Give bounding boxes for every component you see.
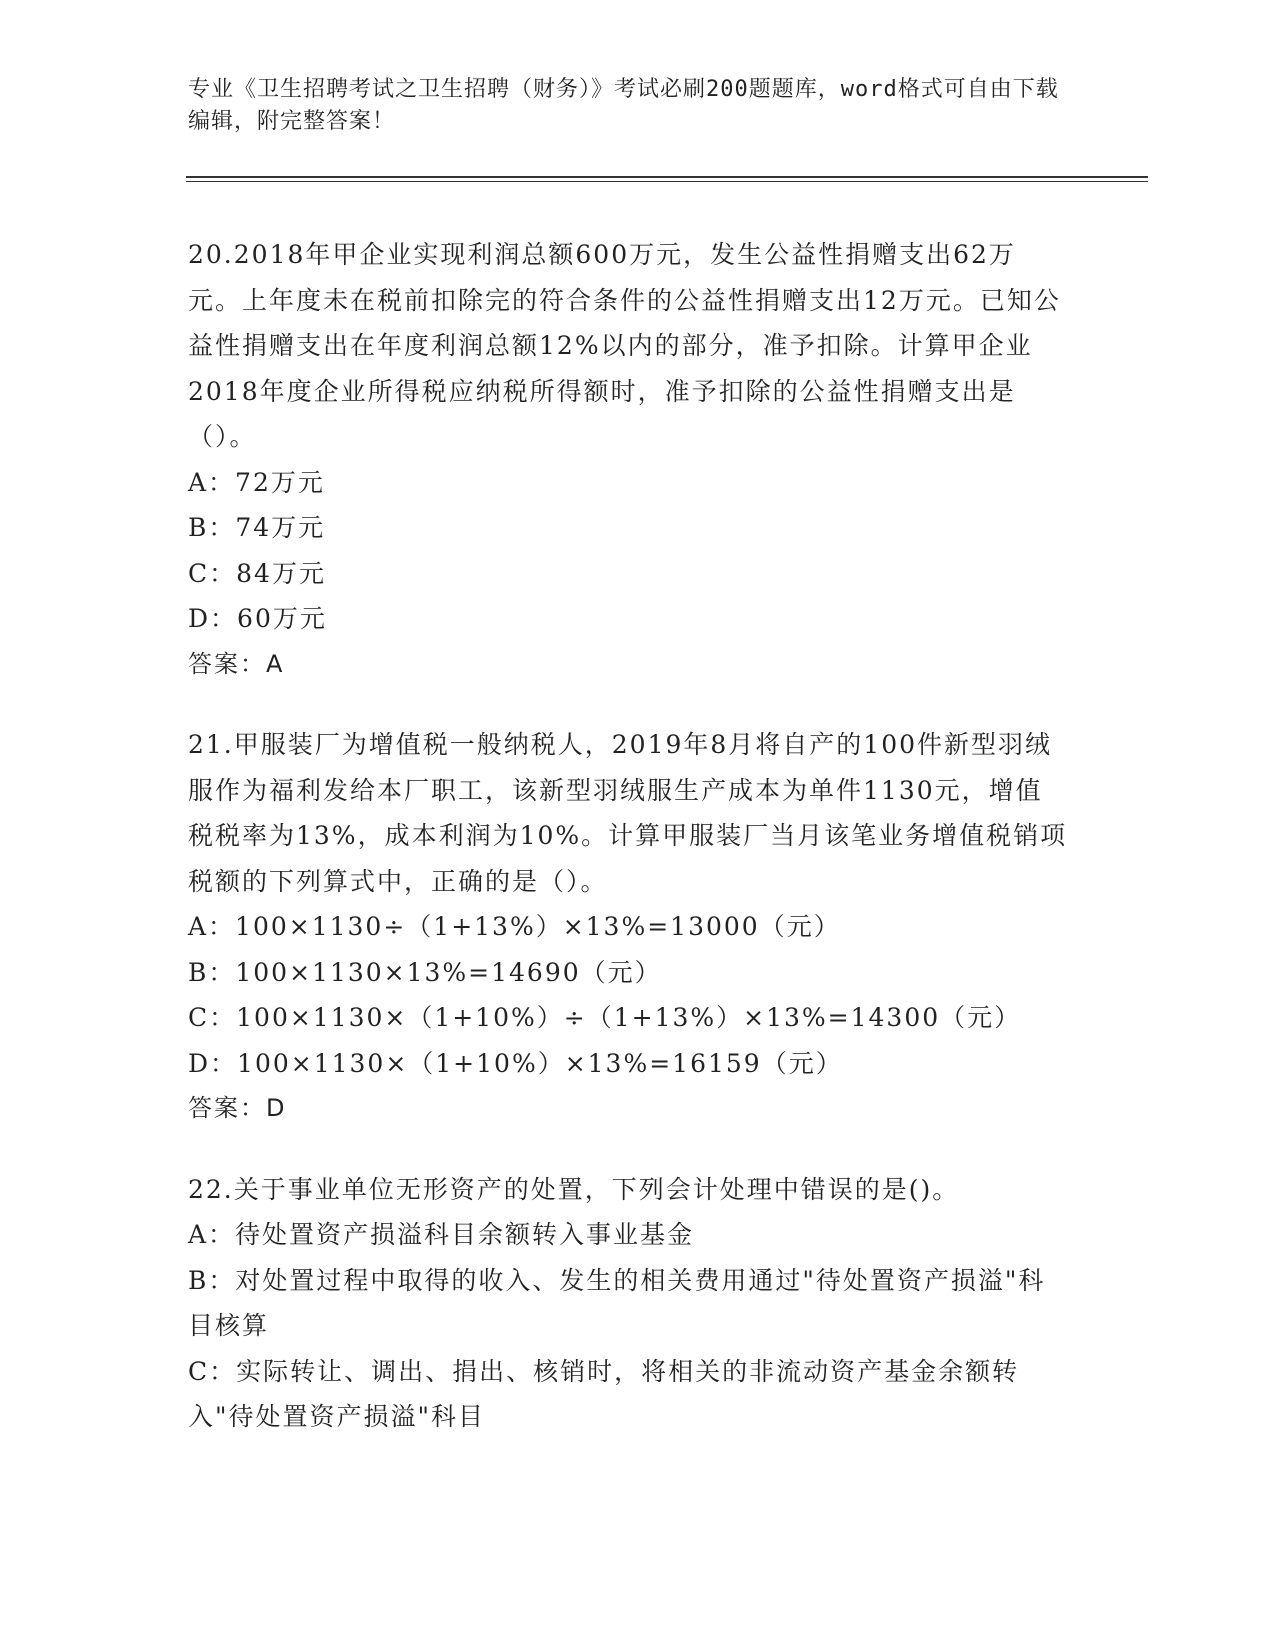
question-stem: 22.关于事业单位无形资产的处置，下列会计处理中错误的是()。 <box>188 1174 960 1204</box>
answer-label: 答案：A <box>188 649 285 678</box>
option-c: C：100×1130×（1+10%）÷（1+13%）×13%=14300（元） <box>188 1003 1022 1032</box>
question-21 <box>188 722 1068 1132</box>
header-rule-thin <box>186 181 1148 182</box>
option-list <box>188 1212 1068 1440</box>
option-a: A：72万元 <box>188 467 325 497</box>
option-c: C：实际转让、调出、捐出、核销时，将相关的非流动资产基金余额转入"待处置资产损溢"科目 <box>188 1356 1020 1431</box>
answer-label: 答案：D <box>188 1094 287 1122</box>
option-d: D：100×1130×（1+10%）×13%=16159（元） <box>188 1048 843 1078</box>
question-stem: 20.2018年甲企业实现利润总额600万元，发生公益性捐赠支出62万元。上年度未在税前扣除完的符合条件的公益性捐赠支出12万元。已知公益性捐赠支出在年度利润总额12%以内的部分，准予扣除。计算甲企业2018年度企业所得税应纳税所得额时，准予扣除的公益性捐赠支出是（）。 <box>188 240 1061 451</box>
option-list <box>188 904 1068 1086</box>
header-rule-thick <box>186 176 1148 178</box>
option-a: A：待处置资产损溢科目余额转入事业基金 <box>188 1220 695 1249</box>
option-d: D：60万元 <box>188 604 327 633</box>
option-b: B：对处置过程中取得的收入、发生的相关费用通过"待处置资产损溢"科目核算 <box>188 1265 1046 1340</box>
option-c: C：84万元 <box>188 558 326 588</box>
document-header: 专业《卫生招聘考试之卫生招聘（财务）》考试必刷200题题库，word格式可自由下载编辑，附完整答案！ <box>188 77 1059 134</box>
question-stem: 21.甲服装厂为增值税一般纳税人，2019年8月将自产的100件新型羽绒服作为福利发给本厂职工，该新型羽绒服生产成本为单件1130元，增值税税率为13%，成本利润为10%。计算甲服装厂当月该笔业务增值税销项税额的下列算式中，正确的是（）。 <box>188 730 1068 896</box>
question-22 <box>188 1167 1068 1440</box>
option-b: B：100×1130×13%=14690（元） <box>188 957 662 987</box>
option-b: B：74万元 <box>188 513 326 542</box>
question-list <box>188 232 1068 1475</box>
option-list <box>188 460 1068 642</box>
question-20 <box>188 232 1068 687</box>
option-a: A：100×1130÷（1+13%）×13%=13000（元） <box>188 912 841 941</box>
